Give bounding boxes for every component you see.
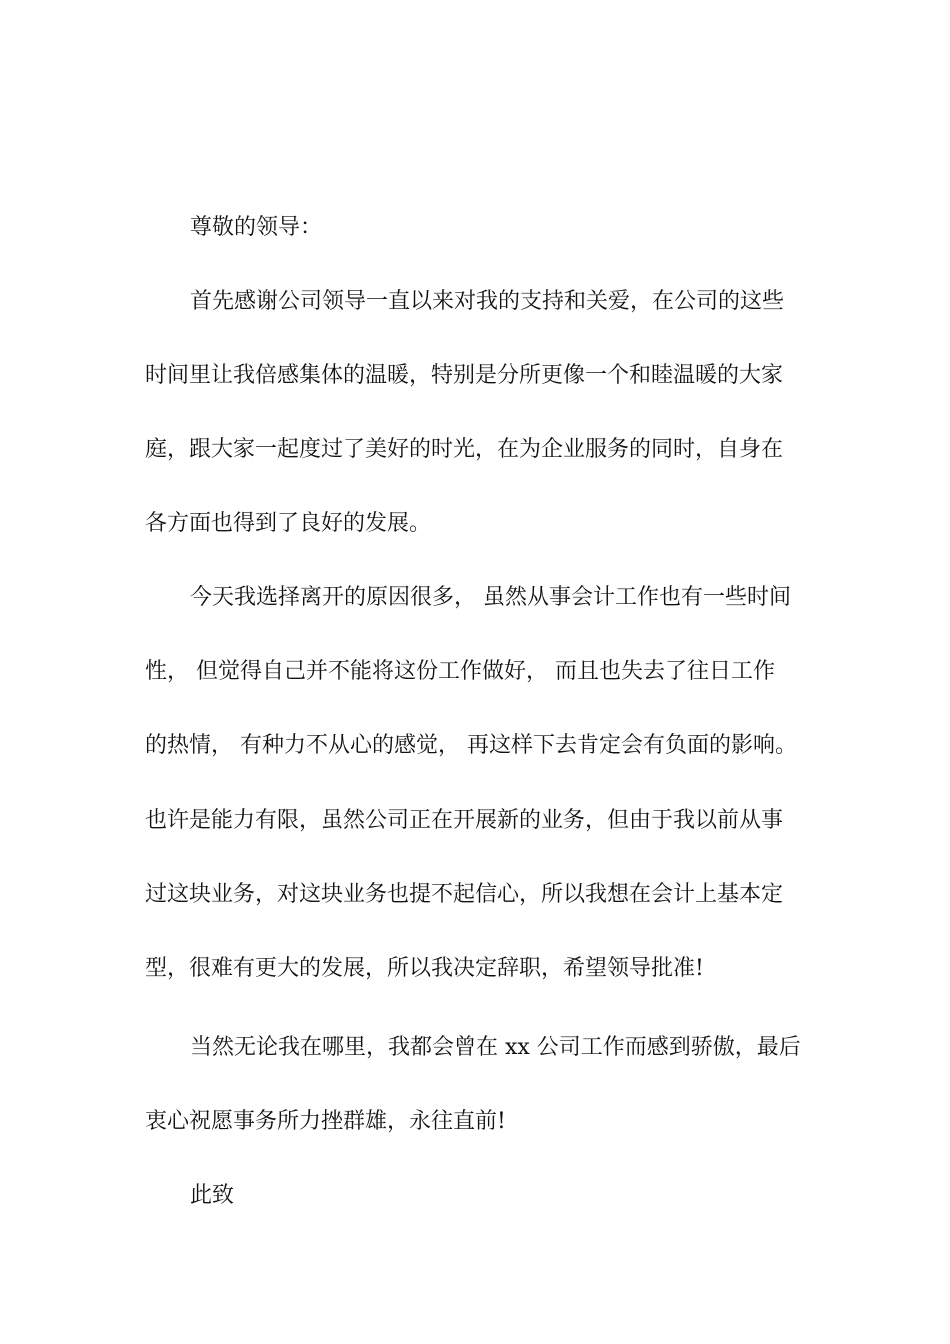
paragraph-3-line-2: 衷心祝愿事务所力挫群雄，永往直前! <box>145 1109 506 1134</box>
paragraph-2-line-5: 过这块业务，对这块业务也提不起信心，所以我想在会计上基本定 <box>145 882 784 907</box>
paragraph-2-line-3: 的热情， 有种力不从心的感觉， 再这样下去肯定会有负面的影响。 <box>145 733 797 758</box>
paragraph-3-line-1: 当然无论我在哪里，我都会曾在 xx 公司工作而感到骄傲，最后 <box>190 1035 801 1060</box>
paragraph-1-line-2: 时间里让我倍感集体的温暖，特别是分所更像一个和睦温暖的大家 <box>145 363 784 388</box>
paragraph-1-line-3: 庭，跟大家一起度过了美好的时光，在为企业服务的同时，自身在 <box>145 437 784 462</box>
paragraph-2-line-4: 也许是能力有限，虽然公司正在开展新的业务，但由于我以前从事 <box>145 808 784 833</box>
salutation: 尊敬的领导： <box>190 215 323 240</box>
paragraph-1-line-4: 各方面也得到了良好的发展。 <box>145 511 432 536</box>
closing: 此致 <box>190 1183 235 1208</box>
paragraph-2-line-6: 型，很难有更大的发展，所以我决定辞职，希望领导批准! <box>145 956 704 981</box>
paragraph-2-line-2: 性， 但觉得自己并不能将这份工作做好， 而且也失去了往日工作 <box>145 659 775 684</box>
paragraph-2-line-1: 今天我选择离开的原因很多， 虽然从事会计工作也有一些时间 <box>190 585 791 610</box>
paragraph-1-line-1: 首先感谢公司领导一直以来对我的支持和关爱，在公司的这些 <box>190 289 785 314</box>
